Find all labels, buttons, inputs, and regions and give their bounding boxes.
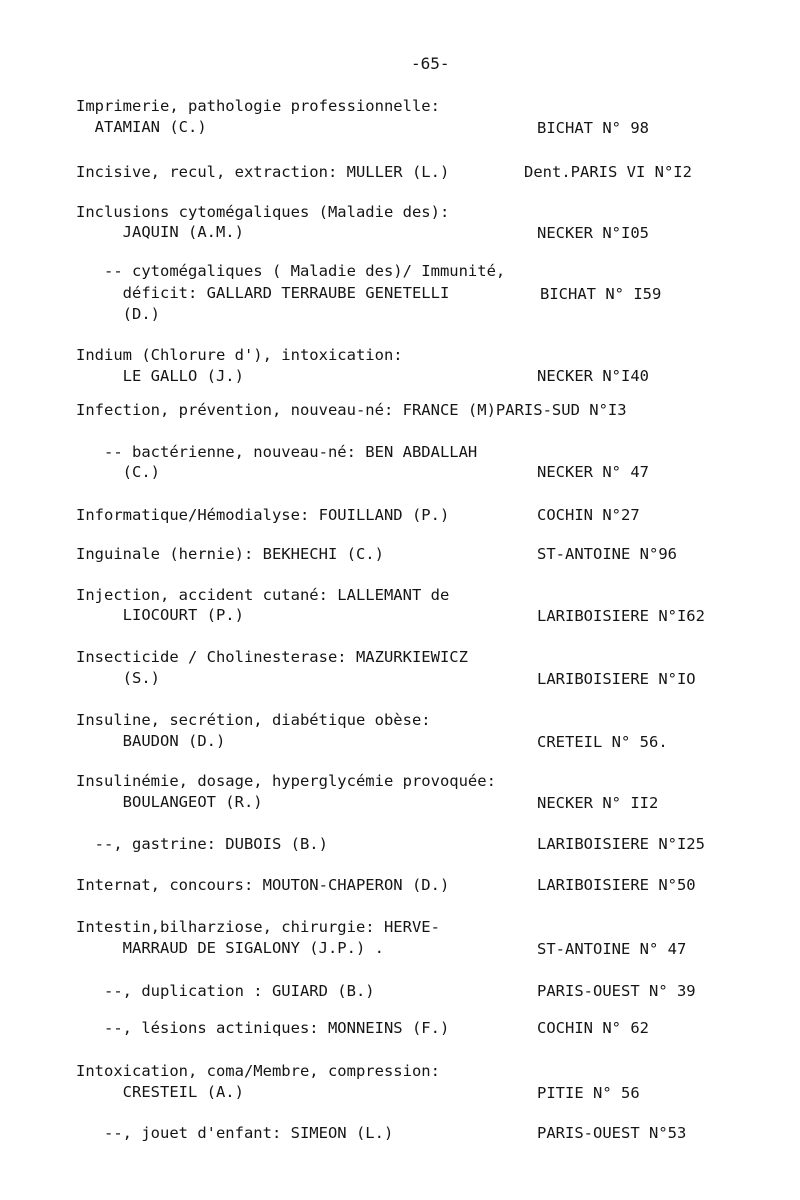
entry-reference: LARIBOISIERE N°IO (537, 670, 696, 688)
entry-reference: ST-ANTOINE N° 47 (537, 940, 687, 958)
entry-reference: BICHAT N° 98 (537, 119, 649, 137)
entry-line: --, jouet d'enfant: SIMEON (L.) (76, 1124, 394, 1142)
page-number: -65- (411, 54, 450, 73)
entry-reference: NECKER N° II2 (537, 794, 659, 812)
entry-reference: PITIE N° 56 (537, 1084, 640, 1102)
entry-reference: LARIBOISIERE N°I25 (537, 835, 705, 853)
entry-line: Insuline, secrétion, diabétique obèse: (76, 711, 431, 729)
entry-line: ATAMIAN (C.) (76, 118, 207, 136)
entry-reference: NECKER N°I05 (537, 224, 649, 242)
entry-line: (D.) (76, 305, 160, 323)
entry-line: LE GALLO (J.) (76, 367, 244, 385)
entry-line: CRESTEIL (A.) (76, 1083, 244, 1101)
entry-line: --, lésions actiniques: MONNEINS (F.) (76, 1019, 450, 1037)
entry-reference: LARIBOISIERE N°I62 (537, 607, 705, 625)
entry-line: Imprimerie, pathologie professionnelle: (76, 97, 440, 115)
entry-line: Inclusions cytomégaliques (Maladie des): (76, 203, 450, 221)
entry-reference: PARIS-OUEST N° 39 (537, 982, 696, 1000)
entry-reference: COCHIN N°27 (537, 506, 640, 524)
entry-reference: COCHIN N° 62 (537, 1019, 649, 1037)
entry-line: --, duplication : GUIARD (B.) (76, 982, 375, 1000)
entry-line: Intoxication, coma/Membre, compression: (76, 1062, 440, 1080)
entry-reference: CRETEIL N° 56. (537, 733, 668, 751)
entry-reference: ST-ANTOINE N°96 (537, 545, 677, 563)
entry-reference: PARIS-OUEST N°53 (537, 1124, 687, 1142)
entry-line: Inguinale (hernie): BEKHECHI (C.) (76, 545, 384, 563)
entry-reference: NECKER N°I40 (537, 367, 649, 385)
entry-reference: BICHAT N° I59 (540, 285, 662, 303)
entry-line: -- cytomégaliques ( Maladie des)/ Immunité, (76, 262, 506, 280)
entry-line: JAQUIN (A.M.) (76, 223, 244, 241)
entry-line: Insulinémie, dosage, hyperglycémie provoquée: (76, 772, 496, 790)
entry-line: --, gastrine: DUBOIS (B.) (76, 835, 328, 853)
entry-line: déficit: GALLARD TERRAUBE GENETELLI (76, 284, 450, 302)
entry-line: Incisive, recul, extraction: MULLER (L.) (76, 163, 450, 181)
entry-line: BAUDON (D.) (76, 732, 226, 750)
entry-line: MARRAUD DE SIGALONY (J.P.) . (76, 939, 384, 957)
entry-line: -- bactérienne, nouveau-né: BEN ABDALLAH (76, 443, 478, 461)
entry-line: Insecticide / Cholinesterase: MAZURKIEWICZ (76, 648, 468, 666)
entry-line: LIOCOURT (P.) (76, 606, 244, 624)
entry-line: (S.) (76, 669, 160, 687)
entry-line: Infection, prévention, nouveau-né: FRANCE (M)PARIS-SUD N°I3 (76, 401, 627, 419)
entry-line: Informatique/Hémodialyse: FOUILLAND (P.) (76, 506, 450, 524)
entry-line: Internat, concours: MOUTON-CHAPERON (D.) (76, 876, 450, 894)
entry-reference: NECKER N° 47 (537, 463, 649, 481)
entry-line: Indium (Chlorure d'), intoxication: (76, 346, 403, 364)
entry-line: Injection, accident cutané: LALLEMANT de (76, 586, 450, 604)
entry-line: Intestin,bilharziose, chirurgie: HERVE- (76, 918, 440, 936)
entry-reference: Dent.PARIS VI N°I2 (524, 163, 692, 181)
entry-reference: LARIBOISIERE N°50 (537, 876, 696, 894)
entry-line: BOULANGEOT (R.) (76, 793, 263, 811)
entry-line: (C.) (76, 463, 160, 481)
